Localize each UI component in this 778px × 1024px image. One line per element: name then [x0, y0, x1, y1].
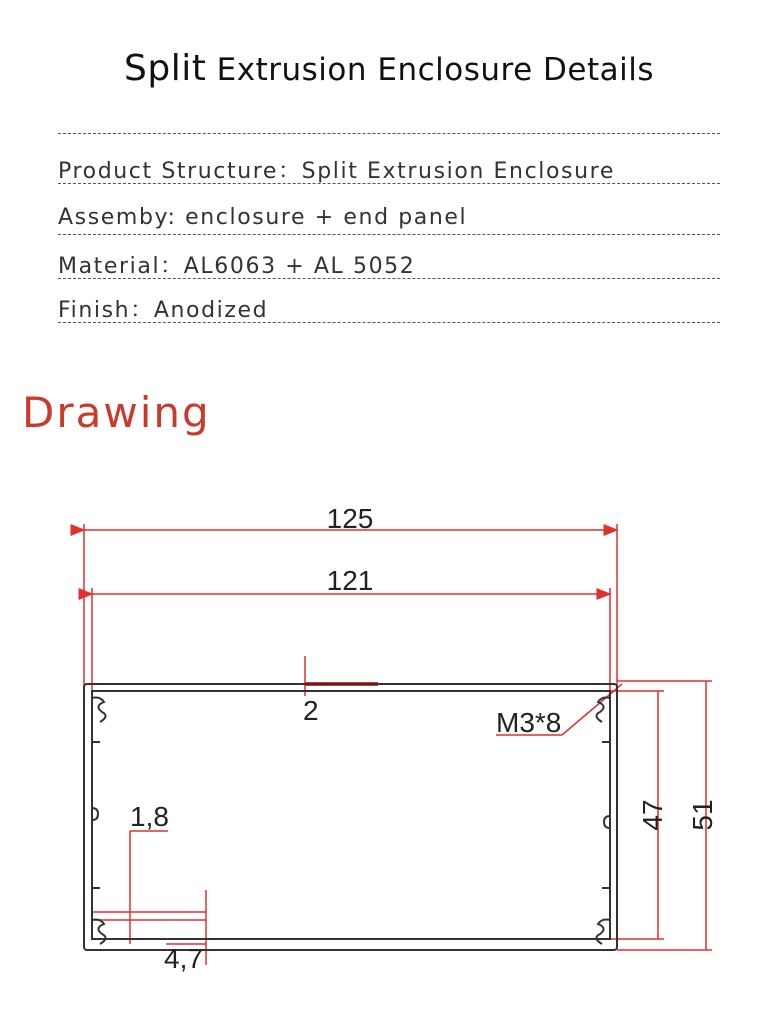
spec-text: Assemby: enclosure + end panel — [58, 205, 468, 230]
screw-boss-bottom-right — [596, 920, 610, 945]
spec-text: Material：AL6063 + AL 5052 — [58, 254, 416, 279]
dim-outer-width-label: 125 — [326, 503, 374, 534]
dim-slot-a-label: 1,8 — [130, 801, 169, 832]
screw-boss-bottom-left — [92, 920, 106, 945]
title-part2: Extrusion Enclosure Details — [216, 52, 654, 88]
dim-outer-height-label: 51 — [687, 799, 718, 831]
screw-boss-top-left — [92, 698, 106, 723]
dim-inner-width-label: 121 — [326, 565, 374, 596]
drawing-heading: Drawing — [22, 388, 211, 437]
spec-text: Product Structure：Split Extrusion Enclosure — [58, 159, 615, 184]
dim-slot-b-label: 4,7 — [164, 943, 203, 974]
dim-screw-label: M3*8 — [496, 707, 562, 738]
screw-boss-top-right — [596, 698, 610, 723]
dim-inner-height-label: 47 — [637, 799, 668, 831]
spec-text: Finish：Anodized — [58, 298, 269, 323]
dim-wall-label: 2 — [303, 695, 319, 726]
title-part1: Split — [123, 48, 207, 89]
